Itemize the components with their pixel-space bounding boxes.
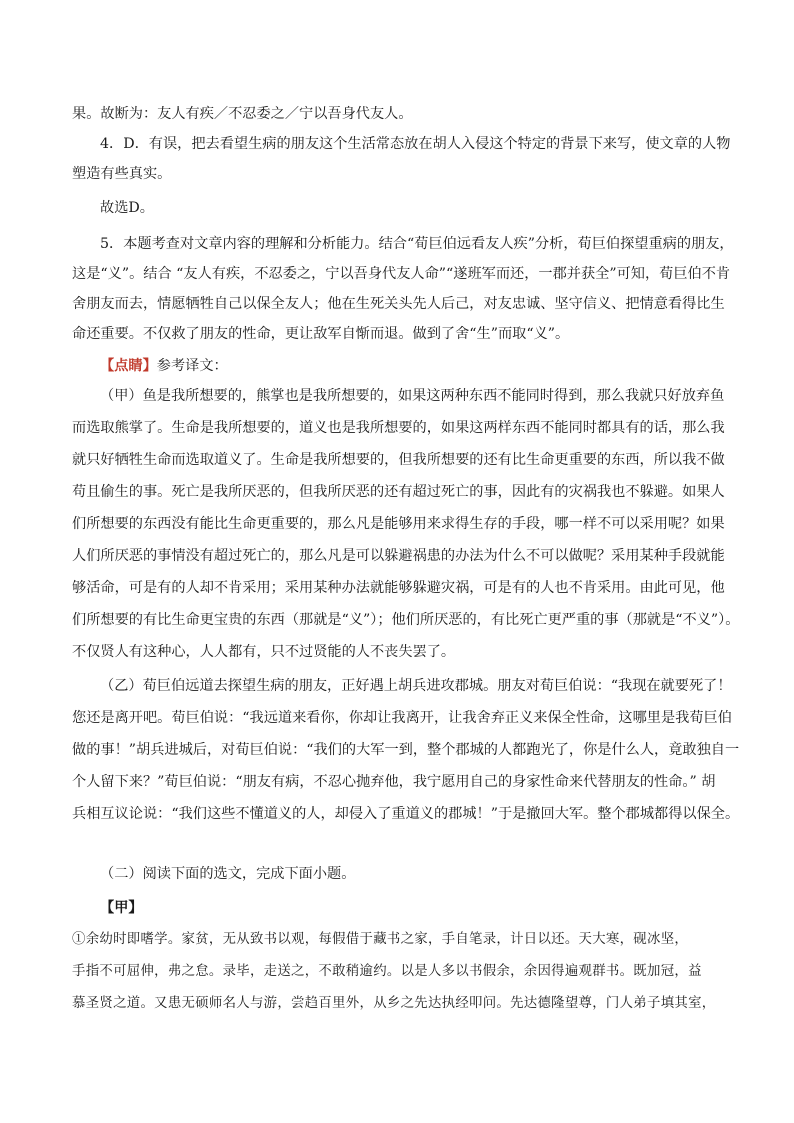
answer-5-line: 舍朋友而去，情愿牺牲自己以保全友人；他在生死关头先人后己，对友忠诚、坚守信义、把情意看得比生 <box>72 296 725 312</box>
translation-b-line: 个人留下来？”荀巨伯说：“朋友有病，不忍心抛弃他，我宁愿用自己的身家性命来代替朋友的性命。” 胡 <box>72 774 716 790</box>
translation-a-line: 们所想要的有比生命更宝贵的东西（那就是“义”）；他们所厌恶的，有比死亡更严重的事（那就是“不义”）。 <box>72 612 740 628</box>
answer-5-line: 命还重要。不仅救了朋友的性命，更让敌军自惭而退。做到了舍“生”而取“义”。 <box>72 326 570 342</box>
translation-a-line: 们所想要的东西没有能比生命更重要的，那么凡是能够用来求得生存的手段，哪一样不可以采用呢？如果 <box>72 516 725 532</box>
note-text: 参考译文： <box>156 358 228 374</box>
translation-a-line: 苟且偷生的事。死亡是我所厌恶的，但我所厌恶的还有超过死亡的事，因此有的灾祸我也不躲避。如果人 <box>72 484 725 500</box>
translation-a-line: 就只好牺牲生命而选取道义了。生命是我所想要的，但我所想要的还有比生命更重要的东西，所以我不做 <box>72 452 725 468</box>
translation-a-line: 而选取熊掌了。生命是我所想要的，道义也是我所想要的，如果这两样东西不能同时都具有的话，那么我 <box>72 420 725 436</box>
translation-a-line: 不仅贤人有这种心，人人都有，只不过贤能的人不丧失罢了。 <box>72 644 456 660</box>
section-2-heading: （二）阅读下面的选文，完成下面小题。 <box>100 866 356 882</box>
answer-text-line: 果。故断为：友人有疾／不忍委之／宁以吾身代友人。 <box>72 106 413 122</box>
classical-text-line: 慕圣贤之道。又患无硕师名人与游，尝趋百里外，从乡之先达执经叩问。先达德隆望尊，门人弟子填其室， <box>72 996 716 1011</box>
translation-a-line: 人们所厌恶的事情没有超过死亡的，那么凡是可以躲避祸患的办法为什么不可以做呢？采用某种手段就能 <box>72 548 725 564</box>
answer-4-line: 4．D．有误，把去看望生病的朋友这个生活常态放在胡人入侵这个特定的背景下来写，使文章的人物 <box>100 136 731 152</box>
answer-4-line-cont: 塑造有些真实。 <box>72 166 172 182</box>
translation-b-line: 您还是离开吧。荀巨伯说：“我远道来看你，你却让我离开，让我舍弃正义来保全性命，这哪里是我荀巨伯 <box>72 710 732 726</box>
translation-b-line: 做的事！”胡兵进城后，对荀巨伯说：“我们的大军一到，整个郡城的人都跑光了，你是什么人，竟敢独自一 <box>72 742 740 758</box>
classical-text-line: 手指不可屈伸，弗之怠。录毕，走送之，不敢稍逾约。以是人多以书假余，余因得遍观群书。既加冠，益 <box>72 964 702 979</box>
translation-b-line: （乙）荀巨伯远道去探望生病的朋友，正好遇上胡兵进攻郡城。朋友对荀巨伯说：“我现在就要死了！ <box>100 678 732 694</box>
passage-jia-label: 【甲】 <box>100 900 143 916</box>
note-heading <box>100 356 228 376</box>
translation-a-line: （甲）鱼是我所想要的，熊掌也是我所想要的，如果这两种东西不能同时得到，那么我就只好放弃鱼 <box>100 388 725 404</box>
answer-5-line: 5．本题考查对文章内容的理解和分析能力。结合“荀巨伯远看友人疾”分析，荀巨伯探望重病的朋友， <box>100 236 734 252</box>
translation-b-line: 兵相互议论说：“我们这些不懂道义的人，却侵入了重道义的郡城！”于是撤回大军。整个郡城都得以保全。 <box>72 806 740 822</box>
classical-text-line: ①余幼时即嗜学。家贫，无从致书以观，每假借于藏书之家，手自笔录，计日以还。天大寒，砚冰坚， <box>72 932 689 947</box>
answer-5-line: 这是“义”。结合 “友人有疾，不忍委之，宁以吾身代友人命”“遂班军而还，一郡并获全”可知，荀巨伯不肯 <box>72 266 731 282</box>
translation-a-line: 够活命，可是有的人却不肯采用；采用某种办法就能够躲避灾祸，可是有的人也不肯采用。由此可见，他 <box>72 580 725 596</box>
note-tag: 【点睛】 <box>100 358 157 374</box>
answer-4-choice: 故选D。 <box>100 200 154 216</box>
